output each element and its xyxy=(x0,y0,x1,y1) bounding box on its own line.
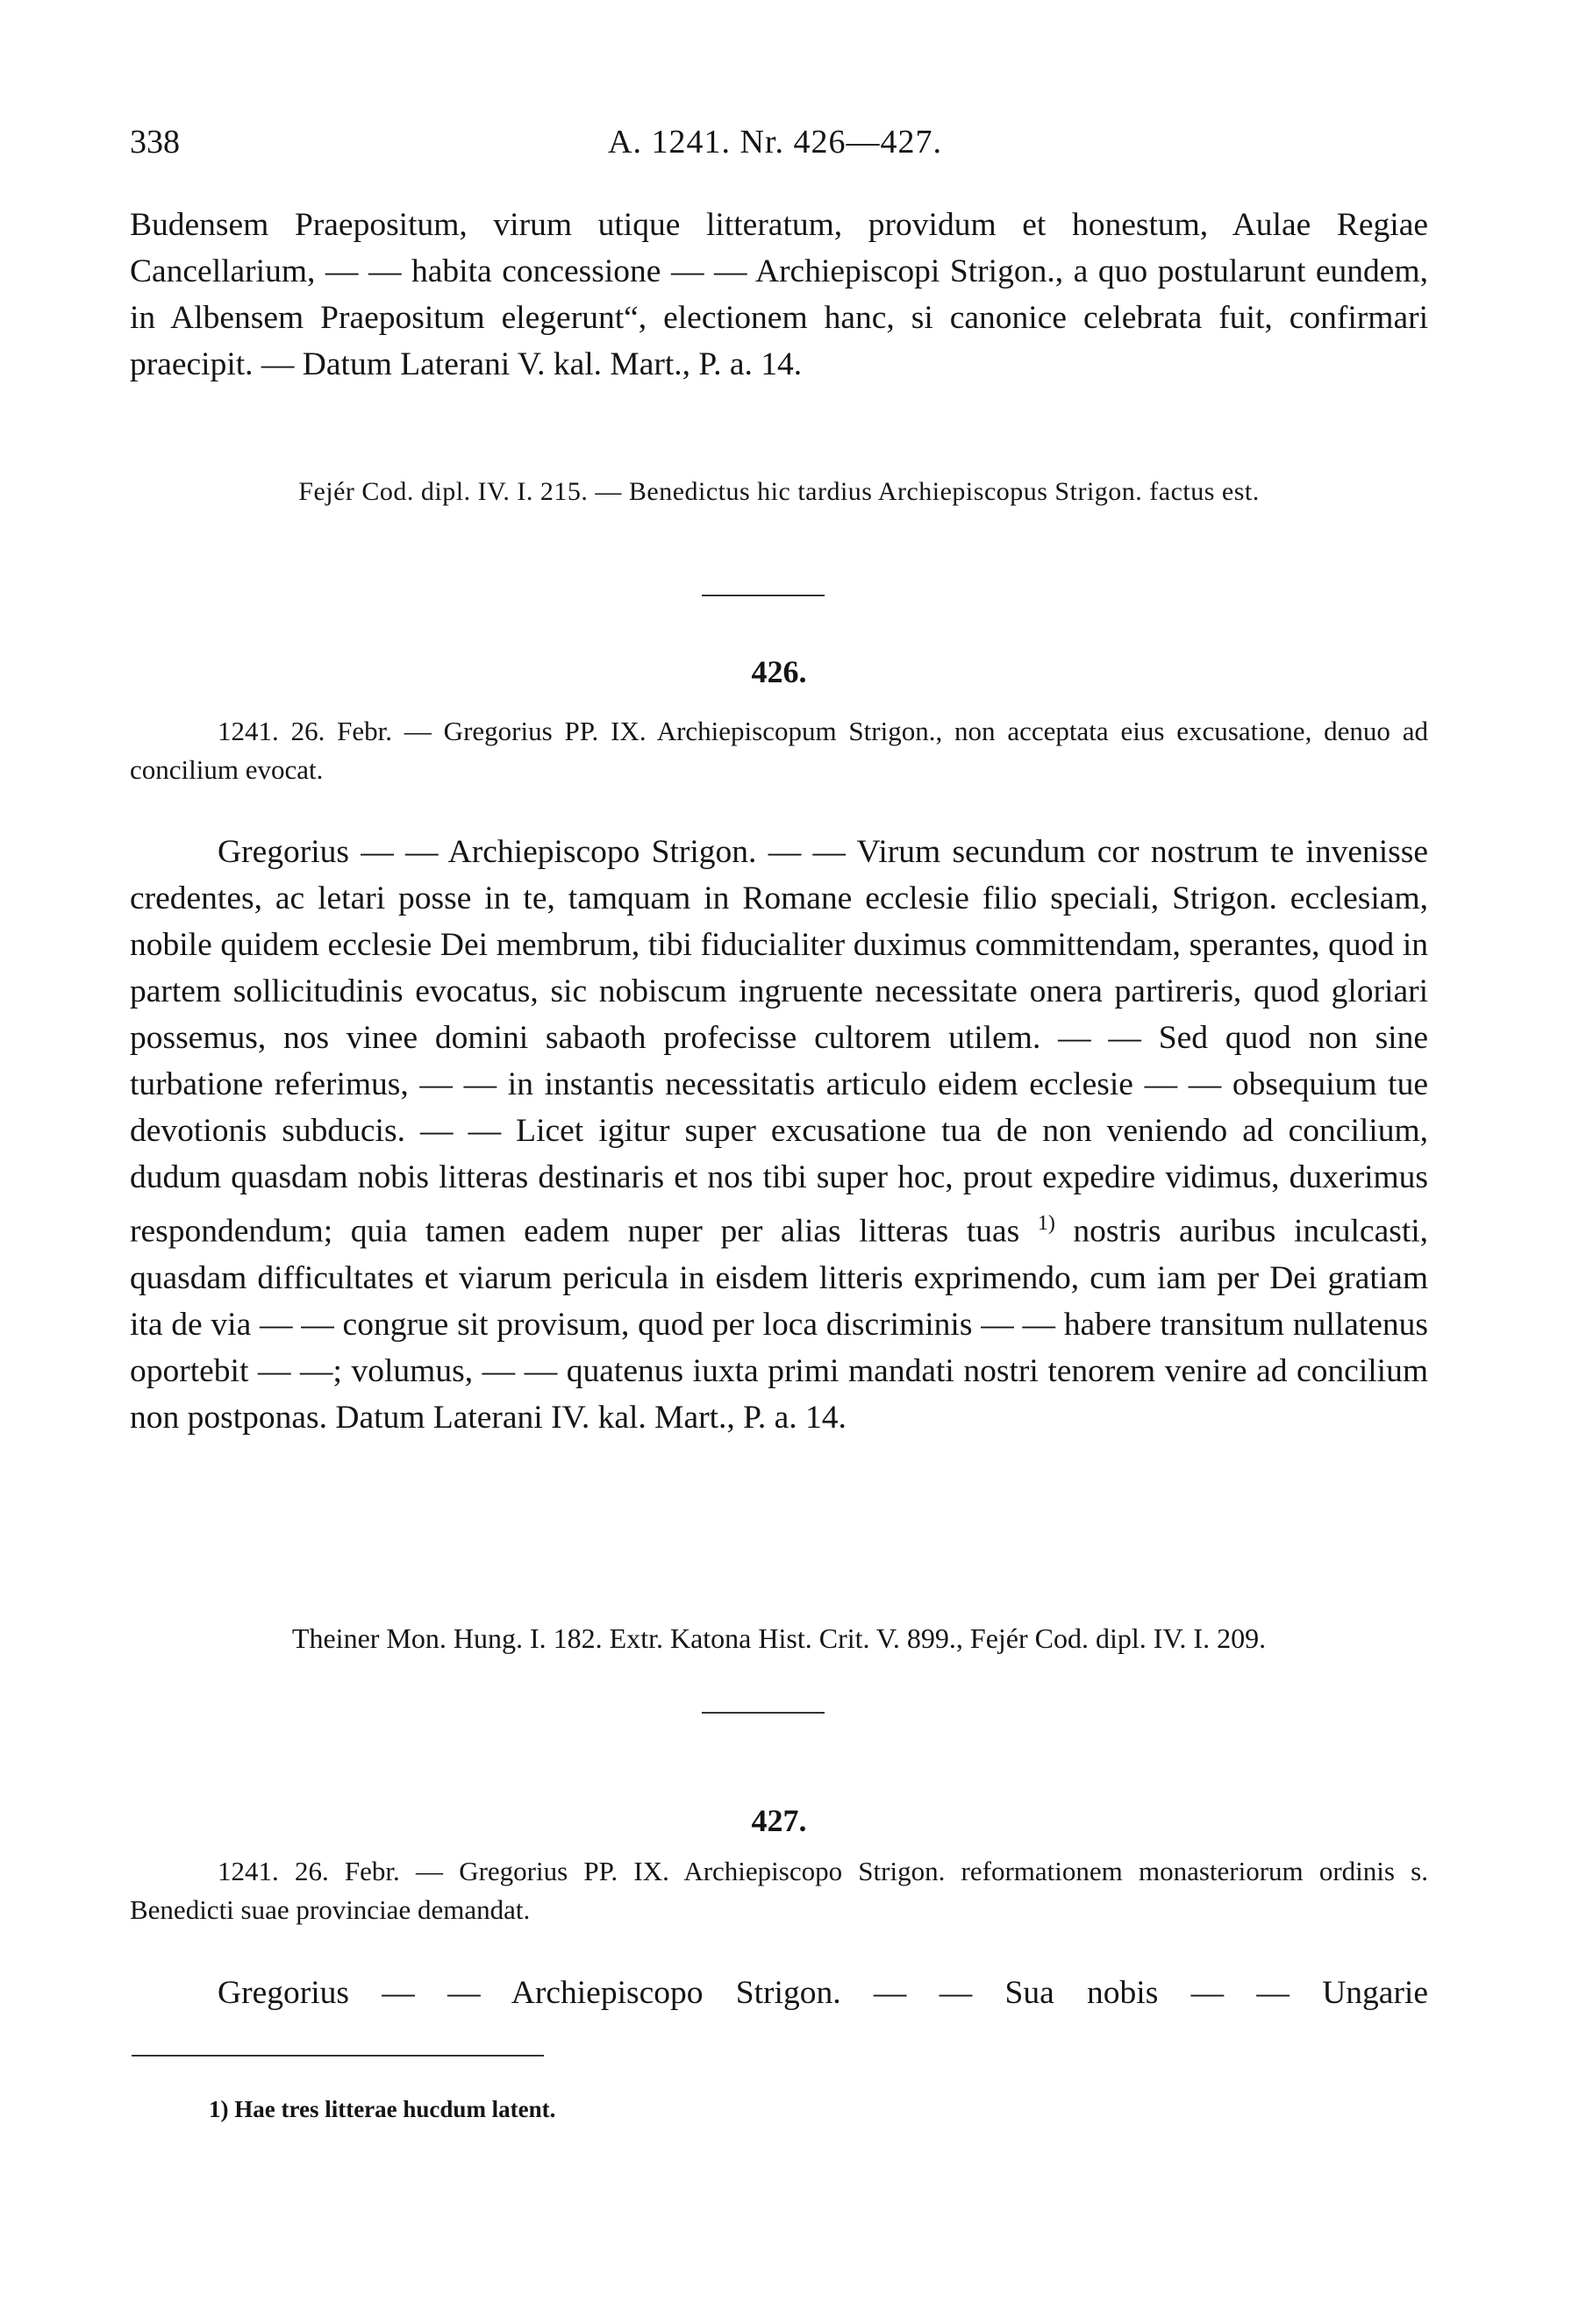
document-text-427: Gregorius — — Archiepiscopo Strigon. — — Sua nobis — — Ungarie xyxy=(218,1975,1428,2011)
document-text-426-part2: nostris auribus inculcasti, quasdam difficultates et viarum pericula in eisdem litteris exprimendo, cum iam per Dei gratiam ita de via — — congrue sit provisum, quod per loca discriminis — — habere transitum nullatenus oportebit — —; volumus, — — quatenus iuxta primi mandati nostri tenorem venire ad concilium non postponas. Datum Laterani IV. kal. Mart., P. a. 14. xyxy=(130,1213,1429,1436)
regest-427: 1241. 26. Febr. — Gregorius PP. IX. Archiepiscopo Strigon. reformationem monasteriorum ordinis s. Benedicti suae provinciae demandat. xyxy=(130,1856,1428,1925)
regest-426: 1241. 26. Febr. — Gregorius PP. IX. Archiepiscopum Strigon., non acceptata eius excusatione, denuo ad concilium evocat. xyxy=(130,716,1428,785)
page-header xyxy=(130,123,1428,167)
previous-doc-source-note: Fejér Cod. dipl. IV. I. 215. — Benedictus hic tardius Archiepiscopus Strigon. factus est. xyxy=(298,477,1260,506)
document-number-427: 427. xyxy=(751,1803,807,1838)
page-number: 338 xyxy=(130,124,180,160)
footnote-divider xyxy=(132,2055,544,2057)
section-divider xyxy=(702,595,825,596)
section-divider xyxy=(702,1712,825,1714)
document-number-426: 426. xyxy=(751,654,807,689)
footnote: 1) Hae tres litterae hucdum latent. xyxy=(209,2096,556,2122)
running-head: A. 1241. Nr. 426—427. xyxy=(608,124,942,160)
source-citation-426: Theiner Mon. Hung. I. 182. Extr. Katona Hist. Crit. V. 899., Fejér Cod. dipl. IV. I. 209. xyxy=(291,1622,1267,1654)
document-text-426 xyxy=(130,829,1428,1441)
document-text-426-part1: Gregorius — — Archiepiscopo Strigon. — — Virum secundum cor nostrum te invenisse credentes, ac letari posse in te, tamquam in Romane ecclesie filio speciali, Strigon. ecclesiam, nobile quidem ecclesie Dei membrum, tibi fiducialiter duximus committendam, sperantes, quod in partem sollicitudinis evocatus, sic nobiscum ingruente necessitate onera partireris, quod gloriari possemus, nos vinee domini sabaoth profecisse cultorem utilem. — — Sed quod non sine turbatione referimus, — — in instantis necessitatis articulo eidem ecclesie — — obsequium tue devotionis subducis. — — Licet igitur super excusatione tua de non veniendo ad concilium, dudum quasdam nobis litteras destinaris et nos tibi super hoc, prout expedire vidimus, duxerimus respondendum; quia tamen eadem nuper per alias litteras tuas xyxy=(130,834,1428,1250)
previous-doc-text: Budensem Praepositum, virum utique litteratum, providum et honestum, Aulae Regiae Cancellarium, — — habita concessione — — Archiepiscopi Strigon., a quo postularunt eundem, in Albensem Praepositum elegerunt“, electionem hanc, si canonice celebrata fuit, confirmari praecipit. — Datum Laterani V. kal. Mart., P. a. 14. xyxy=(130,207,1428,382)
footnote-marker: 1) xyxy=(1037,1212,1055,1235)
